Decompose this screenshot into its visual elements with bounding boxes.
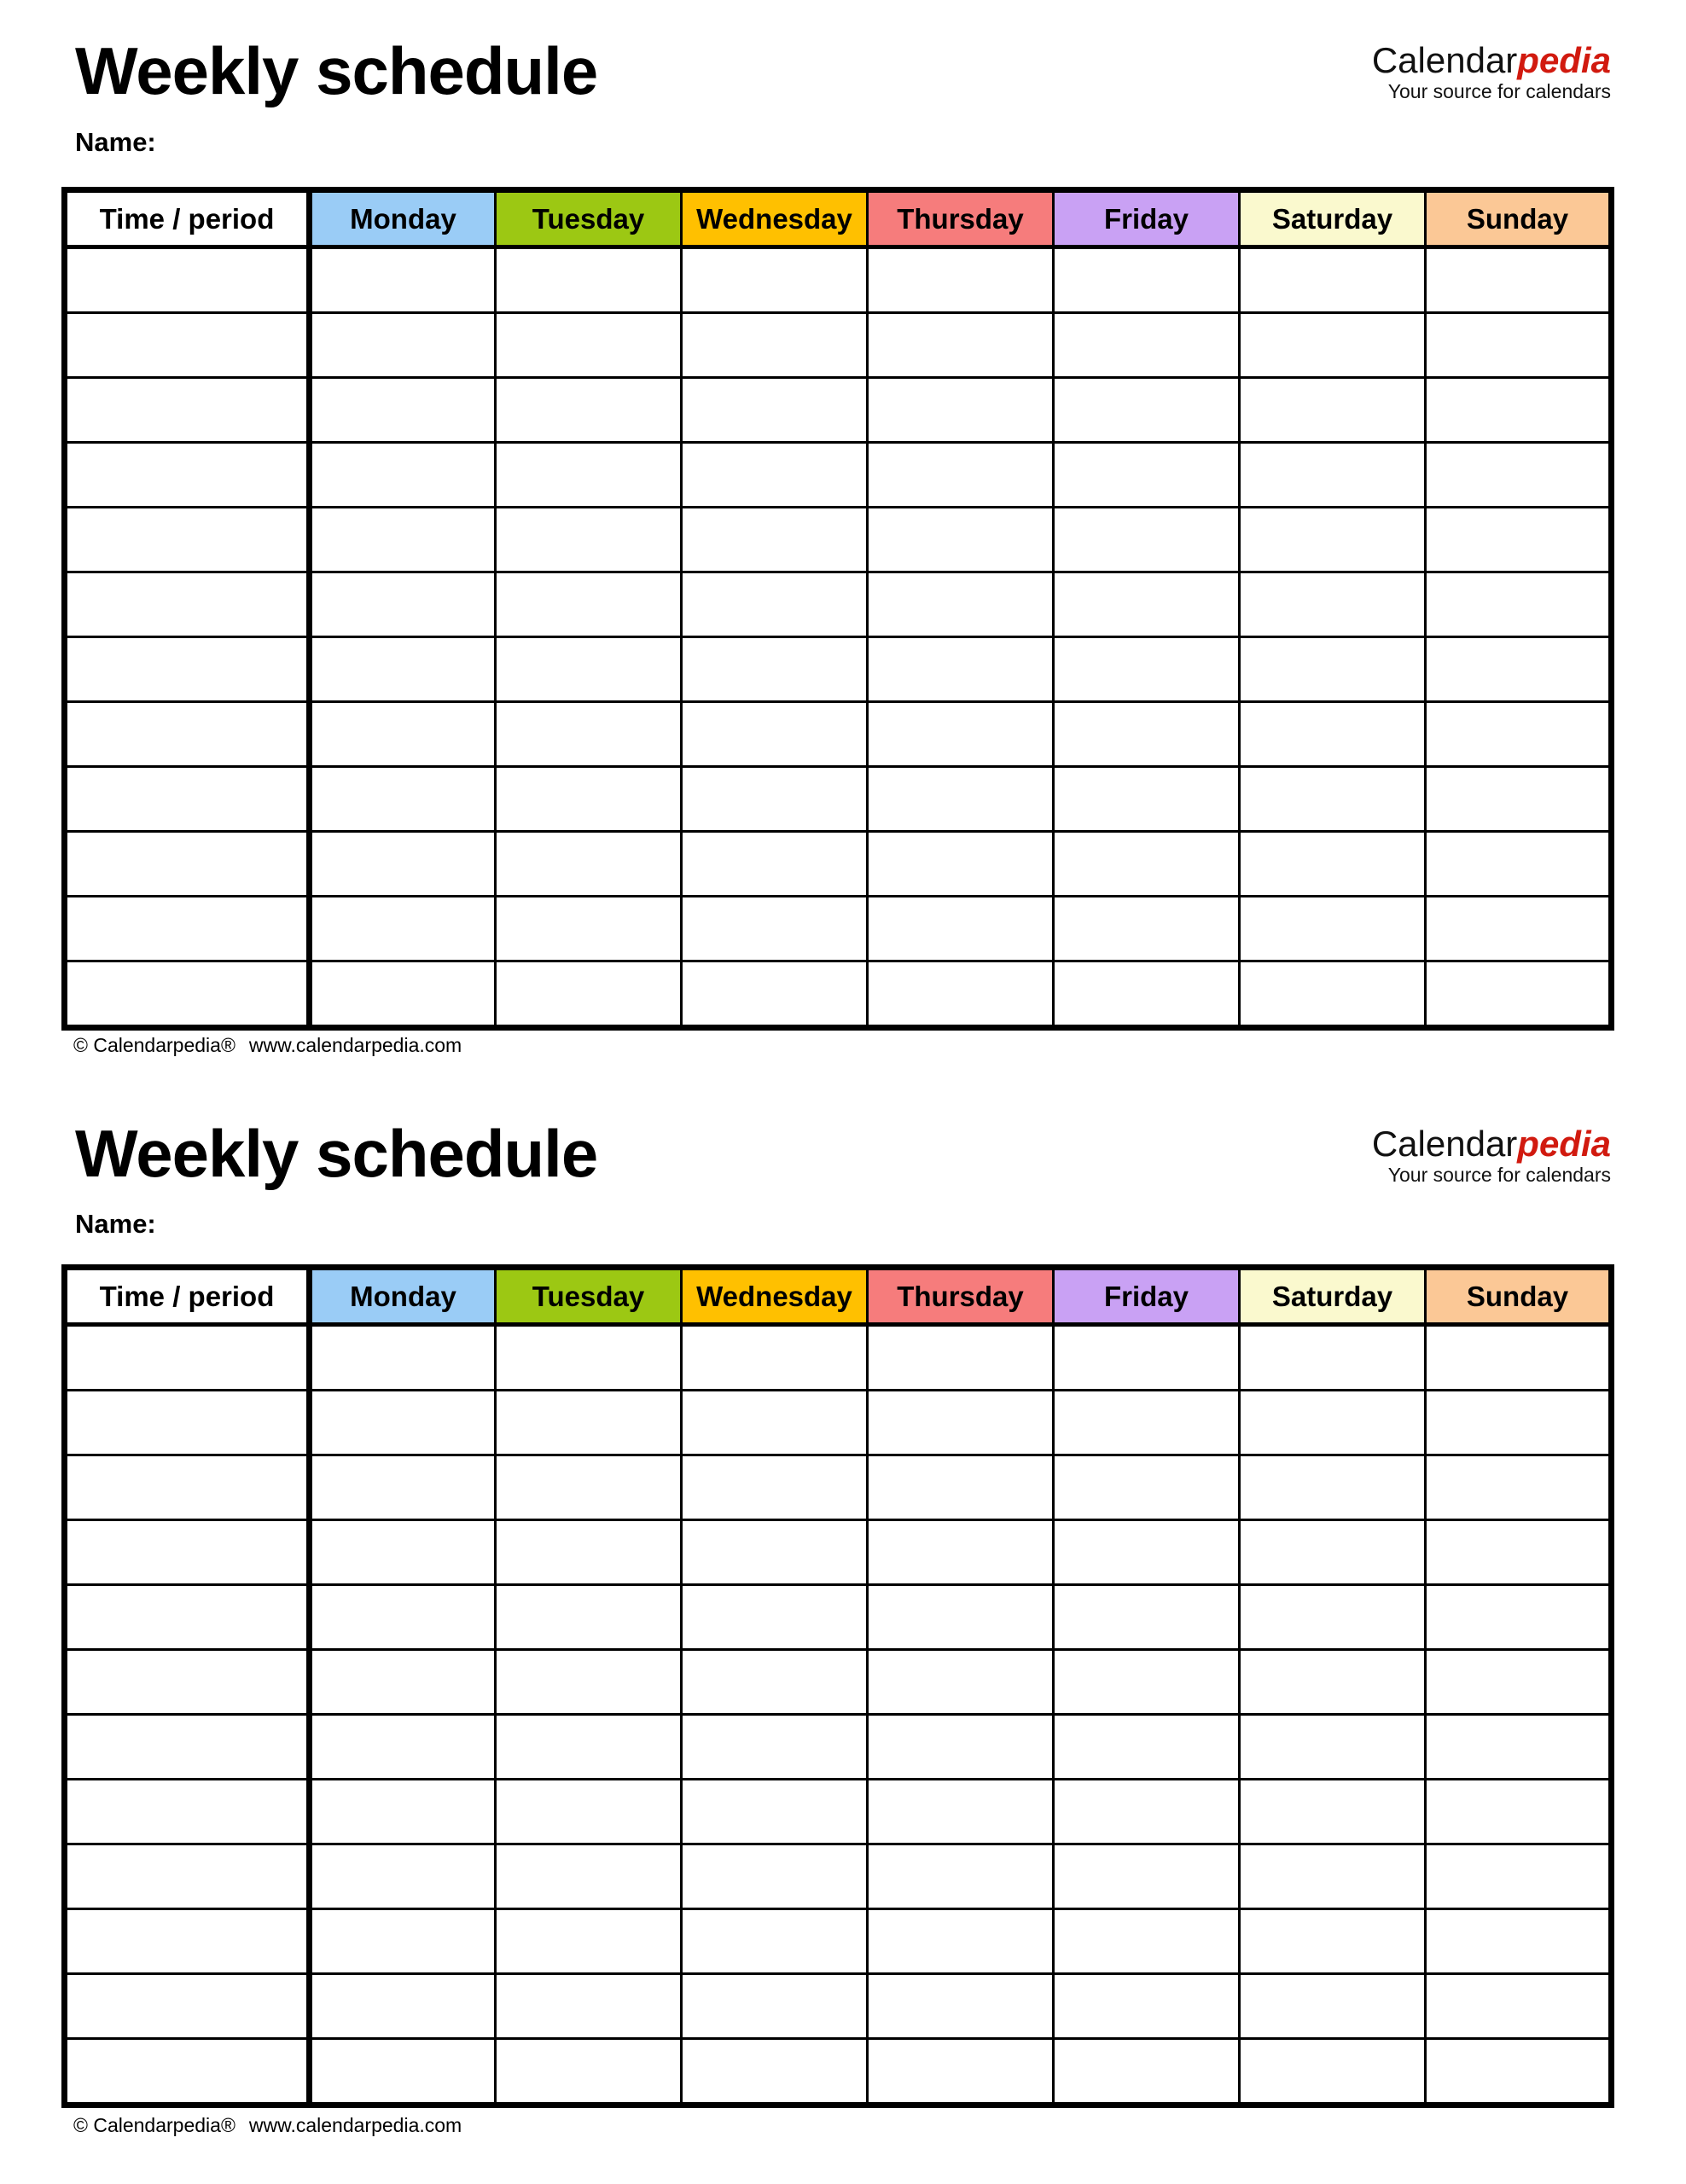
schedule-cell-sunday[interactable]: [1426, 1844, 1612, 1909]
time-period-cell[interactable]: [65, 961, 310, 1028]
column-header-friday: Friday: [1054, 190, 1240, 247]
schedule-cell-saturday[interactable]: [1240, 1974, 1426, 2039]
schedule-cell-friday[interactable]: [1054, 1585, 1240, 1650]
schedule-cell-tuesday[interactable]: [496, 247, 682, 313]
schedule-cell-tuesday[interactable]: [496, 1844, 682, 1909]
schedule-cell-sunday[interactable]: [1426, 961, 1612, 1028]
schedule-cell-thursday[interactable]: [868, 767, 1054, 832]
schedule-cell-thursday[interactable]: [868, 1650, 1054, 1715]
calendarpedia-logo: [1372, 1126, 1611, 1185]
schedule-cell-saturday[interactable]: [1240, 637, 1426, 702]
schedule-cell-monday[interactable]: [310, 1455, 496, 1520]
schedule-cell-monday[interactable]: [310, 247, 496, 313]
logo-tagline: Your source for calendars: [1387, 80, 1611, 102]
schedule-cell-friday[interactable]: [1054, 1391, 1240, 1455]
schedule-row: [65, 378, 1612, 443]
schedule-row: [65, 1325, 1612, 1391]
schedule-cell-thursday[interactable]: [868, 637, 1054, 702]
schedule-cell-monday[interactable]: [310, 313, 496, 378]
schedule-cell-friday[interactable]: [1054, 832, 1240, 897]
schedule-cell-sunday[interactable]: [1426, 1325, 1612, 1391]
time-period-cell[interactable]: [65, 313, 310, 378]
schedule-cell-saturday[interactable]: [1240, 1455, 1426, 1520]
schedule-cell-wednesday[interactable]: [682, 508, 868, 572]
schedule-cell-wednesday[interactable]: [682, 378, 868, 443]
page-title: Weekly schedule: [75, 1116, 598, 1191]
schedule-cell-sunday[interactable]: [1426, 247, 1612, 313]
page-title: Weekly schedule: [75, 33, 598, 108]
schedule-cell-saturday[interactable]: [1240, 1780, 1426, 1844]
schedule-row: [65, 572, 1612, 637]
schedule-cell-tuesday[interactable]: [496, 1715, 682, 1780]
schedule-cell-saturday[interactable]: [1240, 961, 1426, 1028]
column-header-time-period: Time / period: [65, 190, 310, 247]
schedule-cell-thursday[interactable]: [868, 1974, 1054, 2039]
logo-brand-black: Calendar: [1371, 40, 1518, 80]
time-period-cell[interactable]: [65, 1585, 310, 1650]
schedule-cell-monday[interactable]: [310, 1715, 496, 1780]
schedule-cell-thursday[interactable]: [868, 1520, 1054, 1585]
schedule-cell-thursday[interactable]: [868, 1585, 1054, 1650]
schedule-cell-saturday[interactable]: [1240, 443, 1426, 508]
logo-brand-red: pedia: [1517, 40, 1611, 80]
schedule-cell-friday[interactable]: [1054, 508, 1240, 572]
schedule-cell-friday[interactable]: [1054, 1780, 1240, 1844]
schedule-cell-saturday[interactable]: [1240, 767, 1426, 832]
schedule-row: [65, 508, 1612, 572]
schedule-cell-sunday[interactable]: [1426, 1585, 1612, 1650]
schedule-row: [65, 832, 1612, 897]
schedule-cell-monday[interactable]: [310, 637, 496, 702]
schedule-cell-tuesday[interactable]: [496, 1909, 682, 1974]
schedule-cell-monday[interactable]: [310, 1391, 496, 1455]
schedule-cell-tuesday[interactable]: [496, 1780, 682, 1844]
logo-brand-black: Calendar: [1371, 1124, 1518, 1164]
schedule-cell-sunday[interactable]: [1426, 2039, 1612, 2106]
schedule-row: [65, 313, 1612, 378]
schedule-cell-sunday[interactable]: [1426, 1650, 1612, 1715]
schedule-cell-monday[interactable]: [310, 1585, 496, 1650]
schedule-cell-sunday[interactable]: [1426, 378, 1612, 443]
schedule-cell-saturday[interactable]: [1240, 2039, 1426, 2106]
schedule-cell-thursday[interactable]: [868, 961, 1054, 1028]
column-header-saturday: Saturday: [1240, 190, 1426, 247]
schedule-cell-friday[interactable]: [1054, 1909, 1240, 1974]
schedule-row: [65, 767, 1612, 832]
column-header-thursday: Thursday: [868, 1268, 1054, 1325]
schedule-cell-tuesday[interactable]: [496, 2039, 682, 2106]
schedule-cell-thursday[interactable]: [868, 1391, 1054, 1455]
schedule-cell-wednesday[interactable]: [682, 1974, 868, 2039]
schedule-cell-wednesday[interactable]: [682, 572, 868, 637]
schedule-cell-wednesday[interactable]: [682, 247, 868, 313]
schedule-cell-wednesday[interactable]: [682, 1780, 868, 1844]
schedule-cell-saturday[interactable]: [1240, 897, 1426, 961]
schedule-cell-thursday[interactable]: [868, 1455, 1054, 1520]
column-header-wednesday: Wednesday: [682, 190, 868, 247]
header-row: [65, 190, 1612, 247]
header-row: [65, 1268, 1612, 1325]
schedule-cell-tuesday[interactable]: [496, 443, 682, 508]
schedule-cell-sunday[interactable]: [1426, 1455, 1612, 1520]
schedule-cell-tuesday[interactable]: [496, 1650, 682, 1715]
logo-wordmark: [1372, 40, 1611, 80]
schedule-row: [65, 897, 1612, 961]
schedule-cell-friday[interactable]: [1054, 313, 1240, 378]
schedule-row: [65, 1391, 1612, 1455]
schedule-cell-thursday[interactable]: [868, 2039, 1054, 2106]
schedule-cell-monday[interactable]: [310, 1909, 496, 1974]
schedule-cell-wednesday[interactable]: [682, 1455, 868, 1520]
schedule-cell-wednesday[interactable]: [682, 1520, 868, 1585]
schedule-cell-saturday[interactable]: [1240, 1391, 1426, 1455]
schedule-row: [65, 961, 1612, 1028]
schedule-cell-friday[interactable]: [1054, 1715, 1240, 1780]
schedule-cell-wednesday[interactable]: [682, 767, 868, 832]
schedule-cell-saturday[interactable]: [1240, 378, 1426, 443]
schedule-cell-tuesday[interactable]: [496, 767, 682, 832]
schedule-cell-wednesday[interactable]: [682, 702, 868, 767]
schedule-cell-saturday[interactable]: [1240, 247, 1426, 313]
schedule-cell-wednesday[interactable]: [682, 313, 868, 378]
calendarpedia-logo: [1371, 40, 1611, 102]
schedule-cell-friday[interactable]: [1054, 637, 1240, 702]
footer-copyright: © Calendarpedia®: [73, 2114, 235, 2136]
schedule-cell-sunday[interactable]: [1426, 443, 1612, 508]
schedule-cell-sunday[interactable]: [1426, 767, 1612, 832]
time-period-cell[interactable]: [65, 378, 310, 443]
schedule-cell-monday[interactable]: [310, 1650, 496, 1715]
footer-url[interactable]: www.calendarpedia.com: [248, 2114, 462, 2136]
schedule-cell-saturday[interactable]: [1240, 313, 1426, 378]
schedule-cell-thursday[interactable]: [868, 897, 1054, 961]
schedule-cell-friday[interactable]: [1054, 1325, 1240, 1391]
schedule-cell-thursday[interactable]: [868, 1844, 1054, 1909]
schedule-cell-thursday[interactable]: [868, 247, 1054, 313]
footer-url[interactable]: www.calendarpedia.com: [248, 1034, 462, 1056]
column-header-sunday: Sunday: [1426, 190, 1612, 247]
schedule-cell-sunday[interactable]: [1426, 1391, 1612, 1455]
schedule-cell-friday[interactable]: [1054, 961, 1240, 1028]
schedule-cell-friday[interactable]: [1054, 2039, 1240, 2106]
schedule-cell-saturday[interactable]: [1240, 508, 1426, 572]
column-header-tuesday: Tuesday: [496, 1268, 682, 1325]
name-label: Name:: [75, 1209, 156, 1239]
time-period-cell[interactable]: [65, 637, 310, 702]
schedule-cell-tuesday[interactable]: [496, 1455, 682, 1520]
logo-wordmark: [1372, 1124, 1611, 1164]
schedule-cell-sunday[interactable]: [1426, 313, 1612, 378]
schedule-cell-monday[interactable]: [310, 832, 496, 897]
schedule-cell-saturday[interactable]: [1240, 1715, 1426, 1780]
footer-line: [73, 1036, 462, 1055]
schedule-cell-monday[interactable]: [310, 2039, 496, 2106]
time-period-cell[interactable]: [65, 1455, 310, 1520]
schedule-row: [65, 443, 1612, 508]
schedule-cell-thursday[interactable]: [868, 1780, 1054, 1844]
schedule-cell-wednesday[interactable]: [682, 1325, 868, 1391]
schedule-cell-sunday[interactable]: [1426, 1715, 1612, 1780]
time-period-cell[interactable]: [65, 1520, 310, 1585]
column-header-time-period: Time / period: [65, 1268, 310, 1325]
schedule-cell-monday[interactable]: [310, 1974, 496, 2039]
schedule-cell-tuesday[interactable]: [496, 1391, 682, 1455]
time-period-cell[interactable]: [65, 1391, 310, 1455]
schedule-cell-wednesday[interactable]: [682, 1844, 868, 1909]
schedule-cell-friday[interactable]: [1054, 378, 1240, 443]
schedule-cell-monday[interactable]: [310, 1325, 496, 1391]
time-period-cell[interactable]: [65, 1974, 310, 2039]
schedule-row: [65, 1974, 1612, 2039]
schedule-cell-monday[interactable]: [310, 508, 496, 572]
schedule-cell-thursday[interactable]: [868, 832, 1054, 897]
schedule-cell-thursday[interactable]: [868, 378, 1054, 443]
schedule-cell-thursday[interactable]: [868, 508, 1054, 572]
column-header-monday: Monday: [310, 190, 496, 247]
schedule-cell-tuesday[interactable]: [496, 572, 682, 637]
weekly-schedule-table: [61, 187, 1614, 1031]
schedule-cell-sunday[interactable]: [1426, 897, 1612, 961]
schedule-cell-tuesday[interactable]: [496, 897, 682, 961]
schedule-row: [65, 1585, 1612, 1650]
schedule-cell-saturday[interactable]: [1240, 832, 1426, 897]
schedule-row: [65, 247, 1612, 313]
schedule-row: [65, 1455, 1612, 1520]
logo-tagline: Your source for calendars: [1387, 1164, 1611, 1186]
schedule-cell-saturday[interactable]: [1240, 572, 1426, 637]
schedule-cell-saturday[interactable]: [1240, 1909, 1426, 1974]
schedule-row: [65, 1844, 1612, 1909]
time-period-cell[interactable]: [65, 508, 310, 572]
column-header-thursday: Thursday: [868, 190, 1054, 247]
column-header-wednesday: Wednesday: [682, 1268, 868, 1325]
schedule-cell-thursday[interactable]: [868, 572, 1054, 637]
schedule-row: [65, 1909, 1612, 1974]
schedule-cell-thursday[interactable]: [868, 1715, 1054, 1780]
schedule-cell-monday[interactable]: [310, 897, 496, 961]
time-period-cell[interactable]: [65, 1325, 310, 1391]
schedule-cell-tuesday[interactable]: [496, 1520, 682, 1585]
schedule-cell-thursday[interactable]: [868, 702, 1054, 767]
schedule-cell-saturday[interactable]: [1240, 1585, 1426, 1650]
schedule-row: [65, 1715, 1612, 1780]
schedule-cell-wednesday[interactable]: [682, 637, 868, 702]
schedule-cell-monday[interactable]: [310, 1780, 496, 1844]
schedule-cell-wednesday[interactable]: [682, 1650, 868, 1715]
schedule-cell-tuesday[interactable]: [496, 1585, 682, 1650]
schedule-row: [65, 702, 1612, 767]
schedule-row: [65, 1650, 1612, 1715]
time-period-cell[interactable]: [65, 2039, 310, 2106]
time-period-cell[interactable]: [65, 832, 310, 897]
schedule-cell-sunday[interactable]: [1426, 1909, 1612, 1974]
schedule-cell-sunday[interactable]: [1426, 1974, 1612, 2039]
schedule-cell-friday[interactable]: [1054, 572, 1240, 637]
schedule-cell-monday[interactable]: [310, 443, 496, 508]
schedule-cell-saturday[interactable]: [1240, 702, 1426, 767]
schedule-cell-sunday[interactable]: [1426, 702, 1612, 767]
schedule-cell-tuesday[interactable]: [496, 1974, 682, 2039]
schedule-cell-friday[interactable]: [1054, 702, 1240, 767]
schedule-cell-wednesday[interactable]: [682, 2039, 868, 2106]
schedule-cell-monday[interactable]: [310, 961, 496, 1028]
schedule-cell-saturday[interactable]: [1240, 1650, 1426, 1715]
schedule-cell-saturday[interactable]: [1240, 1325, 1426, 1391]
schedule-cell-tuesday[interactable]: [496, 1325, 682, 1391]
name-label: Name:: [75, 127, 156, 157]
schedule-cell-friday[interactable]: [1054, 1650, 1240, 1715]
schedule-row: [65, 2039, 1612, 2106]
time-period-cell[interactable]: [65, 247, 310, 313]
schedule-cell-friday[interactable]: [1054, 443, 1240, 508]
time-period-cell[interactable]: [65, 1650, 310, 1715]
schedule-cell-sunday[interactable]: [1426, 832, 1612, 897]
schedule-cell-sunday[interactable]: [1426, 572, 1612, 637]
schedule-cell-wednesday[interactable]: [682, 1909, 868, 1974]
schedule-cell-monday[interactable]: [310, 1520, 496, 1585]
schedule-cell-sunday[interactable]: [1426, 1780, 1612, 1844]
schedule-cell-monday[interactable]: [310, 702, 496, 767]
schedule-cell-monday[interactable]: [310, 1844, 496, 1909]
schedule-cell-friday[interactable]: [1054, 1455, 1240, 1520]
schedule-cell-sunday[interactable]: [1426, 637, 1612, 702]
column-header-monday: Monday: [310, 1268, 496, 1325]
schedule-cell-tuesday[interactable]: [496, 313, 682, 378]
schedule-cell-friday[interactable]: [1054, 1974, 1240, 2039]
schedule-cell-monday[interactable]: [310, 767, 496, 832]
footer-copyright: © Calendarpedia®: [73, 1034, 235, 1056]
logo-brand-red: pedia: [1517, 1124, 1611, 1164]
schedule-cell-saturday[interactable]: [1240, 1844, 1426, 1909]
schedule-row: [65, 1520, 1612, 1585]
schedule-cell-wednesday[interactable]: [682, 897, 868, 961]
time-period-cell[interactable]: [65, 897, 310, 961]
time-period-cell[interactable]: [65, 572, 310, 637]
weekly-schedule-table: [61, 1264, 1614, 2108]
footer-line: [73, 2116, 462, 2135]
schedule-cell-friday[interactable]: [1054, 897, 1240, 961]
time-period-cell[interactable]: [65, 767, 310, 832]
schedule-cell-friday[interactable]: [1054, 1844, 1240, 1909]
column-header-tuesday: Tuesday: [496, 190, 682, 247]
schedule-cell-wednesday[interactable]: [682, 1391, 868, 1455]
schedule-cell-friday[interactable]: [1054, 767, 1240, 832]
schedule-cell-thursday[interactable]: [868, 443, 1054, 508]
schedule-cell-friday[interactable]: [1054, 1520, 1240, 1585]
time-period-cell[interactable]: [65, 702, 310, 767]
schedule-cell-tuesday[interactable]: [496, 961, 682, 1028]
schedule-cell-tuesday[interactable]: [496, 702, 682, 767]
schedule-cell-tuesday[interactable]: [496, 637, 682, 702]
schedule-cell-wednesday[interactable]: [682, 1715, 868, 1780]
schedule-cell-tuesday[interactable]: [496, 378, 682, 443]
schedule-cell-wednesday[interactable]: [682, 832, 868, 897]
schedule-cell-monday[interactable]: [310, 378, 496, 443]
schedule-cell-thursday[interactable]: [868, 1909, 1054, 1974]
schedule-cell-sunday[interactable]: [1426, 1520, 1612, 1585]
time-period-cell[interactable]: [65, 443, 310, 508]
column-header-saturday: Saturday: [1240, 1268, 1426, 1325]
schedule-cell-tuesday[interactable]: [496, 832, 682, 897]
schedule-cell-sunday[interactable]: [1426, 508, 1612, 572]
schedule-row: [65, 637, 1612, 702]
schedule-cell-thursday[interactable]: [868, 1325, 1054, 1391]
schedule-cell-friday[interactable]: [1054, 247, 1240, 313]
column-header-sunday: Sunday: [1426, 1268, 1612, 1325]
schedule-cell-wednesday[interactable]: [682, 961, 868, 1028]
schedule-cell-wednesday[interactable]: [682, 1585, 868, 1650]
schedule-cell-saturday[interactable]: [1240, 1520, 1426, 1585]
schedule-cell-thursday[interactable]: [868, 313, 1054, 378]
time-period-cell[interactable]: [65, 1780, 310, 1844]
schedule-cell-wednesday[interactable]: [682, 443, 868, 508]
time-period-cell[interactable]: [65, 1715, 310, 1780]
column-header-friday: Friday: [1054, 1268, 1240, 1325]
time-period-cell[interactable]: [65, 1844, 310, 1909]
schedule-cell-monday[interactable]: [310, 572, 496, 637]
schedule-cell-tuesday[interactable]: [496, 508, 682, 572]
schedule-row: [65, 1780, 1612, 1844]
time-period-cell[interactable]: [65, 1909, 310, 1974]
